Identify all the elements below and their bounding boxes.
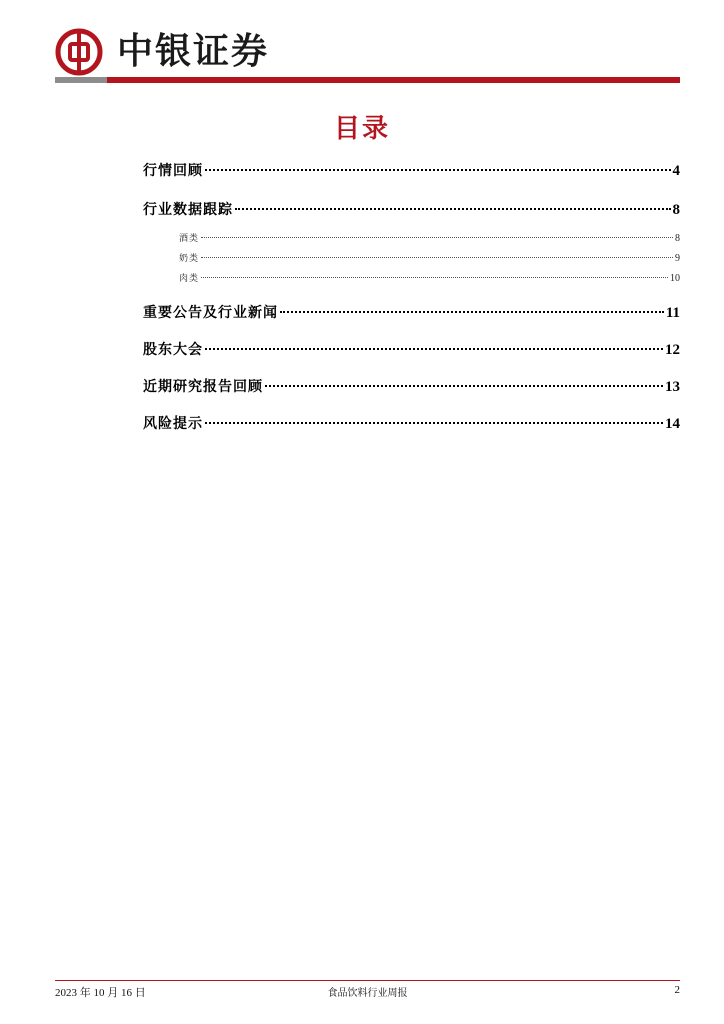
toc-subentry[interactable] — [179, 271, 680, 284]
toc-leader-dots — [205, 422, 663, 424]
toc-entry-label: 近期研究报告回顾 — [143, 379, 263, 395]
header-rule-gray — [55, 77, 107, 83]
toc-subentry[interactable] — [179, 251, 680, 264]
brand-name: 中银证券 — [117, 31, 270, 72]
toc-leader-dots — [201, 257, 673, 258]
toc-leader-dots — [280, 311, 664, 313]
toc-entry-page: 12 — [665, 342, 680, 358]
toc-leader-dots — [235, 208, 671, 210]
toc-subentry-label: 酒类 — [179, 234, 200, 244]
toc-entry-label: 重要公告及行业新闻 — [143, 305, 278, 321]
toc-subentry-page: 8 — [675, 233, 680, 244]
toc-entry-page: 8 — [672, 202, 680, 218]
toc-entry[interactable] — [143, 160, 680, 180]
toc-entry-label: 风险提示 — [143, 416, 203, 432]
toc-leader-dots — [201, 277, 668, 278]
toc-entry-label: 行业数据跟踪 — [143, 202, 233, 218]
toc-subentry-label: 肉类 — [179, 274, 200, 284]
footer — [55, 984, 680, 1000]
footer-date: 2023 年 10 月 16 日 — [55, 987, 146, 999]
toc-entry[interactable] — [143, 302, 680, 322]
toc-leader-dots — [265, 385, 663, 387]
toc-entry[interactable] — [143, 339, 680, 359]
toc-leader-dots — [205, 348, 663, 350]
table-of-contents — [143, 160, 680, 433]
toc-entry-page: 13 — [665, 379, 680, 395]
toc-subentry-page: 9 — [675, 253, 680, 264]
toc-subentry[interactable] — [179, 231, 680, 244]
toc-leader-dots — [205, 169, 671, 171]
toc-entry[interactable] — [143, 199, 680, 219]
toc-entry-label: 股东大会 — [143, 342, 203, 358]
toc-entry-page: 11 — [665, 305, 680, 321]
toc-entry-label: 行情回顾 — [143, 163, 203, 179]
toc-entry-page: 4 — [672, 163, 680, 179]
toc-leader-dots — [201, 237, 673, 238]
footer-rule — [55, 980, 680, 981]
toc-entry[interactable] — [143, 376, 680, 396]
toc-title: 目录 — [333, 114, 390, 144]
bank-of-china-logo-icon — [55, 28, 103, 76]
toc-subentry-page: 10 — [670, 273, 680, 284]
toc-subentry-label: 奶类 — [179, 254, 200, 264]
footer-report-title: 食品饮料行业周报 — [327, 988, 408, 999]
header-rule-red — [107, 77, 680, 83]
toc-entry-page: 14 — [665, 416, 680, 432]
footer-page-number: 2 — [674, 984, 680, 996]
toc-entry[interactable] — [143, 413, 680, 433]
